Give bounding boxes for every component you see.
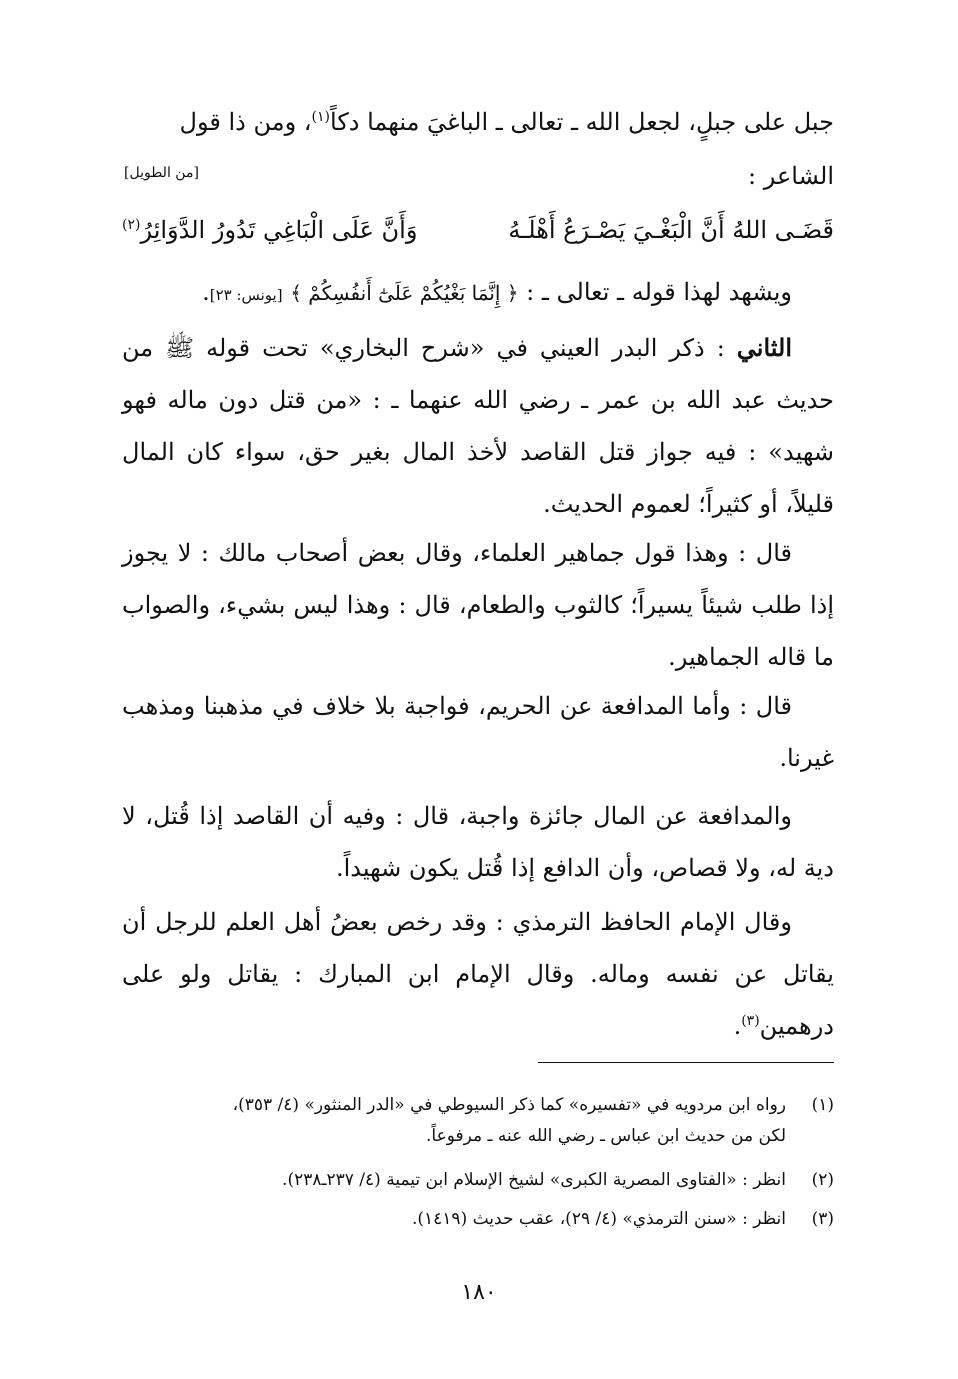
footnote-separator — [538, 1062, 834, 1063]
footnote-ref-1[interactable]: (١) — [311, 109, 331, 125]
paragraph-1-tail: ، ومن ذا قول — [179, 108, 312, 136]
paragraph-5: والمدافعة عن المال جائزة واجبة، قال : وفيه أن القاصد إذا قُتل، لا دية له، ولا قصاص، وأن الدافع إذا قُتل يكون شهيداً. — [122, 802, 834, 882]
paragraph-4: قال : وأما المدافعة عن الحريم، فواجبة بلا خلاف في مذهبنا ومذهب غيرنا. — [122, 692, 834, 772]
paragraph-1-text: جبل على جبلٍ، لجعل الله ـ تعالى ـ الباغيَ منهما دكاً — [330, 108, 834, 136]
second-text: : ذكر البدر العيني في «شرح البخاري» تحت قوله ﷺ من حديث عبد الله بن عمر ـ رضي الله عنهما ـ : «من قتل دون ماله فهو شهيد» : فيه جواز قتل القاصد لأخذ المال بغير حق، سواء كان المال قليلاً، أو كثيراً؛ لعموم الحديث. — [122, 334, 834, 518]
paragraph-6 — [122, 896, 834, 1052]
page-number: ١٨٠ — [461, 1280, 497, 1305]
footnote-2 — [122, 1165, 834, 1196]
witness-line — [122, 266, 834, 321]
meter-label: [من الطويل] — [124, 165, 199, 181]
poetry-verse — [122, 204, 834, 256]
footnote-ref-3[interactable]: (٣) — [741, 1013, 760, 1029]
footnote-3-line — [122, 1204, 834, 1235]
footnote-3 — [122, 1204, 834, 1235]
quran-reference: [يونس: ٢٣] — [209, 286, 283, 304]
footnote-2-number: (٢) — [811, 1170, 834, 1190]
paragraph-6-text: وقال الإمام الحافظ الترمذي : وقد رخص بعضُ أهل العلم للرجل أن يقاتل عن نفسه وماله. وقال الإمام ابن المبارك : يقاتل ولو على درهمين — [122, 908, 834, 1040]
verse-hemistich-2-wrap — [122, 204, 417, 256]
footnote-1-line-1 — [122, 1090, 834, 1121]
footnote-2-line — [122, 1165, 834, 1196]
witness-text: ويشهد لهذا قوله ـ تعالى ـ : — [526, 278, 792, 306]
witness-end: . — [202, 278, 210, 306]
paragraph-1-line-1 — [122, 96, 834, 148]
footnote-1-text: رواه ابن مردويه في «تفسيره» كما ذكر السيوطي في «الدر المنثور» (٤/ ٣٥٣)، — [232, 1095, 786, 1115]
footnote-1 — [122, 1090, 834, 1152]
quran-verse: ﴿ إِنَّمَا بَغْيُكُمْ عَلَىٰٓ أَنفُسِكُمْ ﴾ — [290, 281, 519, 305]
second-label: الثاني — [736, 333, 792, 362]
footnote-2-text: انظر : «الفتاوى المصرية الكبرى» لشيخ الإسلام ابن تيمية (٤/ ٢٣٧ـ٢٣٨). — [282, 1170, 786, 1190]
verse-hemistich-1: قَضَـى اللهُ أَنَّ الْبَغْـيَ يَصْـرَعُ أَهْلَـهُ — [508, 216, 834, 244]
paragraph-second — [122, 322, 834, 530]
footnote-1-line-2: لكن من حديث ابن عباس ـ رضي الله عنه ـ مرفوعاً. — [426, 1126, 786, 1146]
poet-label: الشاعر : — [748, 162, 834, 190]
footnote-3-text: انظر : «سنن الترمذي» (٤/ ٢٩)، عقب حديث (١٤١٩). — [411, 1209, 786, 1229]
paragraph-6-end: . — [733, 1012, 742, 1040]
footnote-1-number: (١) — [811, 1095, 834, 1115]
verse-hemistich-2: وَأَنَّ عَلَى الْبَاغِي تَدُورُ الدَّوَائِرُ — [140, 216, 418, 244]
footnote-ref-2[interactable]: (٢) — [122, 217, 141, 233]
paragraph-3: قال : وهذا قول جماهير العلماء، وقال بعض أصحاب مالك : لا يجوز إذا طلب شيئاً يسيراً؛ كالثوب والطعام، قال : وهذا ليس بشيء، والصواب ما قاله الجماهير. — [122, 539, 834, 671]
footnote-3-number: (٣) — [811, 1209, 834, 1229]
